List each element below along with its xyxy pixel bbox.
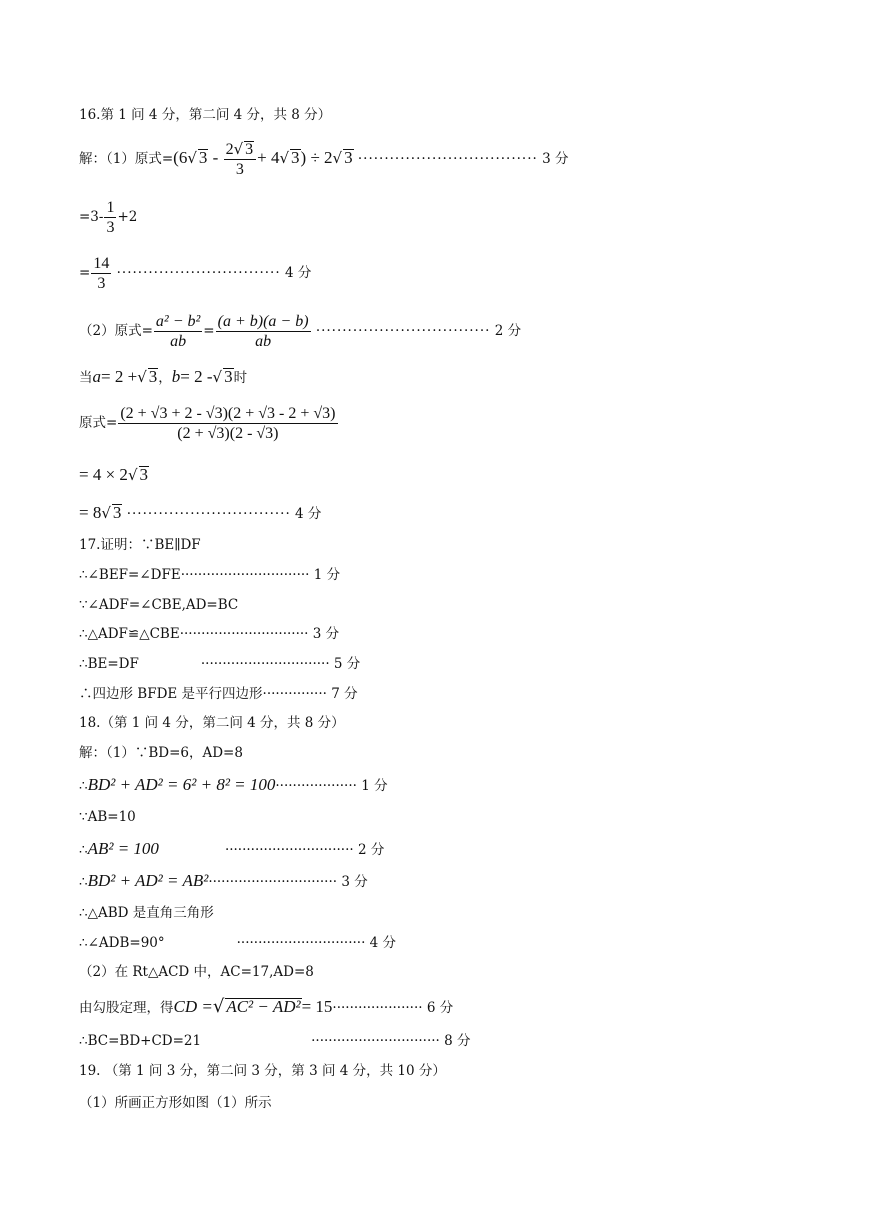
text: ∴BC=BD+CD=21 bbox=[79, 1033, 202, 1049]
expr-part: = 4 × 2 bbox=[79, 465, 128, 484]
q18-step6 bbox=[79, 934, 396, 952]
score: 3 分 bbox=[542, 151, 569, 167]
expr-part: + 4 bbox=[257, 148, 280, 167]
frac-num: 1 bbox=[106, 199, 115, 216]
q18-step4 bbox=[79, 872, 368, 891]
text: 时 bbox=[233, 370, 248, 386]
q18-step3 bbox=[79, 840, 384, 859]
frac-den: 3 bbox=[97, 275, 106, 292]
q17-step3: ∴△ADF≌△CBE······························ 3 分 bbox=[79, 626, 340, 642]
q18-given: 解：（1）∵BD=6，AD=8 bbox=[79, 745, 243, 761]
frac-num: a² − b² bbox=[155, 313, 201, 330]
q18-step2: ∵AB=10 bbox=[79, 809, 136, 825]
leader-score: ··················· 1 分 bbox=[275, 778, 388, 794]
radicand: 3 bbox=[224, 367, 233, 386]
score: 4 分 bbox=[284, 265, 312, 281]
text: ∴BE=DF bbox=[79, 656, 139, 672]
q16-substitution bbox=[79, 368, 247, 387]
var-b: b bbox=[171, 367, 181, 386]
q18-step5: ∴△ABD 是直角三角形 bbox=[79, 905, 214, 921]
expr-part: = 2 - bbox=[180, 367, 213, 386]
q18-bc bbox=[79, 1032, 471, 1050]
frac-den: (2 + √3)(2 - √3) bbox=[177, 425, 279, 442]
q16-final bbox=[79, 504, 321, 523]
leader-dots: ······························· bbox=[116, 265, 281, 281]
fraction bbox=[154, 312, 202, 351]
text: 当 bbox=[79, 370, 93, 386]
expr: = 15 bbox=[301, 997, 333, 1016]
fraction bbox=[91, 254, 111, 293]
leader-score: ······························ 8 分 bbox=[311, 1033, 471, 1049]
q16-part1-step2 bbox=[79, 198, 137, 237]
therefore-symbol: ∴ bbox=[79, 778, 88, 794]
q18-part2: （2）在 Rt△ACD 中，AC=17,AD=8 bbox=[79, 964, 314, 980]
frac-den: 3 bbox=[235, 161, 244, 178]
q18-heading: 18.（第 1 问 4 分，第二问 4 分，共 8 分） bbox=[79, 715, 345, 731]
expr-part: = 2 + bbox=[101, 367, 138, 386]
radicand: 3 bbox=[198, 148, 208, 167]
q16-solution-label: 解：（1）原式= bbox=[79, 151, 174, 167]
frac-den: ab bbox=[255, 333, 272, 350]
text: ∴∠ADB=90° bbox=[79, 935, 165, 951]
sqrt-icon: √ bbox=[332, 149, 343, 167]
label: 原式= bbox=[79, 415, 118, 431]
frac-num: (2 + √3 + 2 - √3)(2 + √3 - 2 + √3) bbox=[120, 405, 336, 422]
q18-pythagoras bbox=[79, 998, 453, 1017]
score: 4 分 bbox=[295, 506, 322, 522]
sqrt-icon: √ bbox=[279, 149, 290, 167]
sqrt-icon: √ bbox=[233, 140, 244, 158]
expr: BD² + AD² = 6² + 8² = 100 bbox=[87, 775, 276, 794]
leader-score: ······························ 2 分 bbox=[224, 842, 385, 858]
sqrt-icon: √ bbox=[212, 368, 223, 386]
frac-den: ab bbox=[170, 333, 187, 350]
expr-part: (6 bbox=[173, 148, 188, 167]
leader-dots: ······························· bbox=[126, 506, 291, 522]
therefore-symbol: ∴ bbox=[79, 842, 88, 858]
frac-num: 14 bbox=[93, 255, 110, 272]
expr-part: =3- bbox=[79, 209, 104, 225]
leader-score: ····················· 6 分 bbox=[332, 1000, 454, 1016]
sqrt-icon: √ bbox=[127, 466, 138, 484]
fraction bbox=[118, 404, 337, 443]
q19-part1: （1）所画正方形如图（1）所示 bbox=[79, 1095, 272, 1111]
leader-dots: ·································· bbox=[357, 151, 538, 167]
radicand: 3 bbox=[245, 141, 254, 158]
q18-step1 bbox=[79, 776, 388, 795]
q16-heading: 16.第 1 问 4 分，第二问 4 分，共 8 分） bbox=[79, 107, 332, 123]
fraction bbox=[224, 140, 257, 179]
text: ， bbox=[158, 370, 172, 386]
q17-heading: 17.证明：∵BE∥DF bbox=[79, 537, 201, 553]
leader-score: ······························ 5 分 bbox=[200, 656, 361, 672]
sqrt-icon: √ bbox=[137, 368, 147, 386]
text: 由勾股定理，得 bbox=[79, 1000, 174, 1016]
q17-step2: ∵∠ADF=∠CBE,AD=BC bbox=[79, 597, 239, 613]
leader-score: ······························ 3 分 bbox=[208, 874, 368, 890]
expr-part: ) ÷ 2 bbox=[300, 148, 333, 167]
q17-step5: ∴四边形 BFDE 是平行四边形··············· 7 分 bbox=[79, 686, 358, 702]
radicand: 3 bbox=[344, 148, 353, 167]
q16-step-product bbox=[79, 466, 149, 485]
sqrt-icon: √ bbox=[187, 149, 197, 167]
expr-part: = 8 bbox=[79, 503, 102, 522]
expr-part: = bbox=[79, 265, 91, 281]
sqrt-icon: √ bbox=[101, 504, 111, 522]
fraction bbox=[216, 312, 311, 351]
fraction bbox=[104, 198, 116, 237]
q16-part1-step1: 解：（1）原式=(6√ 3 - $\frac{2√ 3}{3}$ + 4√ 3) ÷ 2√ 3 ·································· 3 分 bbox=[79, 140, 569, 178]
frac-num-coef: 2 bbox=[225, 141, 234, 158]
var-a: a bbox=[92, 367, 101, 386]
expr: BD² + AD² = AB² bbox=[87, 871, 209, 890]
expr: AB² = 100 bbox=[87, 839, 159, 858]
radicand: AC² − AD² bbox=[226, 997, 301, 1016]
radicand: 3 bbox=[291, 148, 300, 167]
q16-part1-step3 bbox=[79, 254, 311, 293]
expr: CD = bbox=[173, 997, 213, 1016]
therefore-symbol: ∴ bbox=[79, 874, 88, 890]
q19-heading: 19. （第 1 问 3 分，第二问 3 分，第 3 问 4 分，共 10 分） bbox=[79, 1063, 446, 1079]
radicand: 3 bbox=[139, 465, 148, 484]
radicand: 3 bbox=[112, 503, 122, 522]
expr-part: = bbox=[203, 323, 215, 339]
q16-substituted-expression bbox=[79, 404, 339, 443]
frac-num: (a + b)(a − b) bbox=[217, 313, 309, 330]
leader-dots: ································· bbox=[315, 323, 491, 339]
sqrt-icon: √ bbox=[212, 996, 225, 1017]
frac-den: 3 bbox=[106, 219, 115, 236]
leader-score: ······························ 4 分 bbox=[236, 935, 397, 951]
radicand: 3 bbox=[148, 367, 158, 386]
q16-part2-label: （2）原式= bbox=[79, 323, 153, 339]
expr-part: +2 bbox=[117, 209, 138, 225]
q17-step4 bbox=[79, 655, 360, 673]
q17-step1: ∴∠BEF=∠DFE······························ 1 分 bbox=[79, 567, 341, 583]
q16-part2-step1 bbox=[79, 312, 521, 351]
score: 2 分 bbox=[494, 323, 522, 339]
